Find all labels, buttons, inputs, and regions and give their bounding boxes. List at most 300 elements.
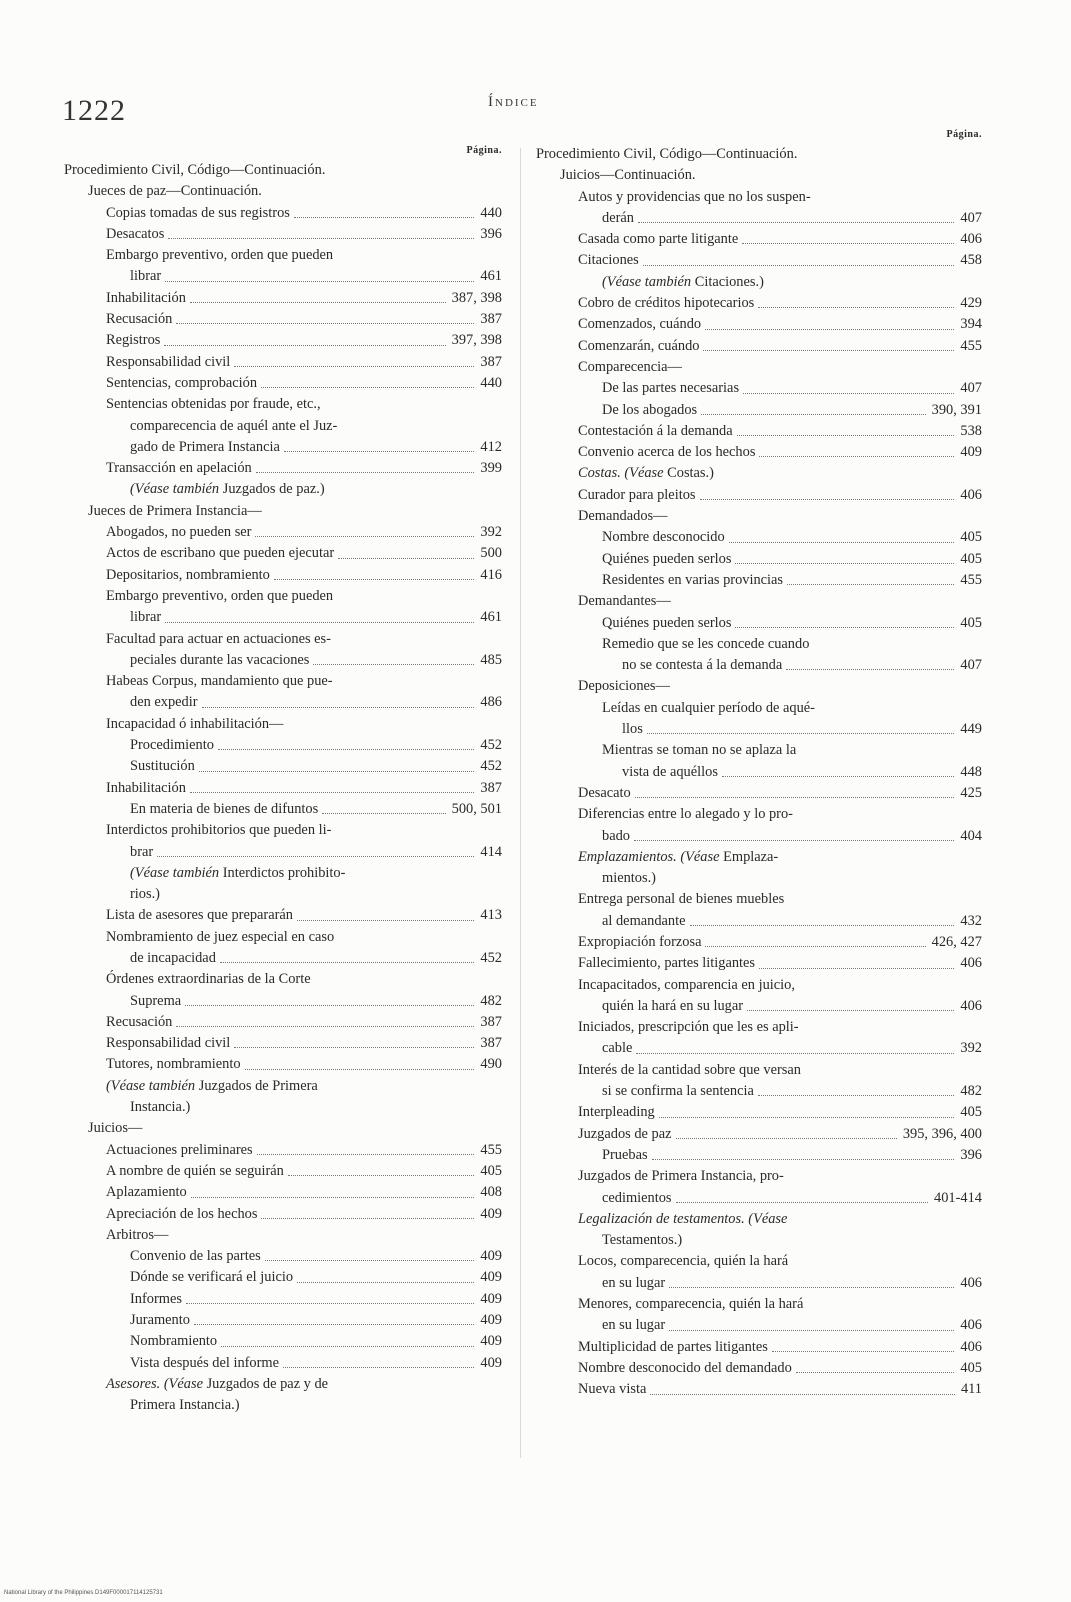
entry-text: Contestación á la demanda (578, 422, 733, 439)
index-entry (64, 948, 502, 969)
dot-leader (245, 1063, 475, 1070)
entry-text: Procedimiento Civil, Código—Continuación. (536, 146, 798, 162)
dot-leader (157, 850, 474, 857)
entry-text: Sentencias, comprobación (106, 374, 258, 391)
entry-text: Dónde se verificará el juicio (130, 1269, 294, 1286)
page-reference: 392 (960, 1040, 982, 1057)
entry-text: Jueces de paz—Continuación. (88, 183, 262, 200)
entry-text: Quiénes pueden serlos (602, 550, 732, 567)
dot-leader (185, 999, 474, 1006)
entry-text: Incapacidad ó inhabilitación— (106, 715, 284, 732)
entry-text: Sentencias obtenidas por fraude, etc., (106, 396, 321, 413)
page-reference: 455 (960, 571, 982, 588)
entry-text: Multiplicidad de partes litigantes (578, 1338, 768, 1355)
dot-leader (176, 317, 474, 324)
entry-text: Deposiciones— (578, 678, 670, 695)
index-heading (64, 160, 502, 181)
entry-text: Desacato (578, 784, 631, 801)
dot-leader (796, 1366, 955, 1373)
index-entry (536, 932, 982, 953)
index-heading (536, 357, 982, 378)
page-reference: 413 (480, 907, 502, 924)
page-reference: 399 (480, 460, 502, 477)
dot-leader (747, 1004, 954, 1011)
index-entry (64, 1289, 502, 1310)
dot-leader (722, 770, 954, 777)
index-entry (64, 224, 502, 245)
page-reference: 490 (480, 1056, 502, 1073)
see-also-prefix: (Véase también (106, 1077, 196, 1094)
page-reference: 392 (480, 524, 502, 541)
entry-text: De los abogados (602, 401, 698, 418)
index-entry (64, 203, 502, 224)
page-reference: 440 (480, 374, 502, 391)
index-entry (64, 1182, 502, 1203)
dot-leader (218, 743, 474, 750)
entry-text: Entrega personal de bienes muebles (578, 891, 785, 908)
dot-leader (758, 1089, 955, 1096)
index-entry (536, 1315, 982, 1336)
entry-text: Citaciones (578, 252, 639, 269)
index-heading (64, 820, 502, 841)
entry-text: Copias tomadas de sus registros (106, 204, 290, 221)
index-column-left (64, 142, 502, 1417)
dot-leader (659, 1111, 955, 1118)
index-heading (536, 1017, 982, 1038)
page-reference: 409 (960, 444, 982, 461)
index-entry (64, 458, 502, 479)
index-heading (64, 501, 502, 522)
column-label: Página. (946, 129, 982, 140)
index-column-right (536, 126, 982, 1401)
entry-text: Juzgados de paz (578, 1125, 672, 1142)
index-entry (64, 522, 502, 543)
index-entry (64, 650, 502, 671)
index-entry (64, 607, 502, 628)
dot-leader (199, 765, 475, 772)
index-heading (536, 144, 982, 165)
dot-leader (647, 727, 955, 734)
index-entry (536, 527, 982, 548)
dot-leader (190, 296, 446, 303)
dot-leader (652, 1153, 955, 1160)
entry-text: Nombre desconocido del demandado (578, 1359, 792, 1376)
page-reference: 482 (960, 1083, 982, 1100)
index-entry (64, 756, 502, 777)
index-entry (64, 1204, 502, 1225)
entry-text: gado de Primera Instancia (130, 438, 280, 455)
dot-leader (283, 1361, 474, 1368)
index-entry (64, 1033, 502, 1054)
entry-text: Demandados— (578, 508, 668, 525)
dot-leader (165, 275, 474, 282)
index-heading (64, 671, 502, 692)
page-reference: 407 (960, 657, 982, 674)
page-reference: 485 (480, 651, 502, 668)
page-reference: 401-414 (934, 1189, 982, 1206)
page-reference: 432 (960, 912, 982, 929)
page-reference: 387 (480, 353, 502, 370)
entry-text: Quiénes pueden serlos (602, 614, 732, 631)
index-heading (64, 416, 502, 437)
index-entry (536, 293, 982, 314)
page-reference: 409 (480, 1333, 502, 1350)
index-entry (64, 735, 502, 756)
entry-text: Juzgados de paz.) (219, 481, 325, 498)
page-reference: 412 (480, 438, 502, 455)
index-heading (536, 804, 982, 825)
index-entry (536, 485, 982, 506)
entry-text: en su lugar (602, 1274, 666, 1291)
page-reference: 425 (960, 784, 982, 801)
page-reference: 407 (960, 209, 982, 226)
cross-reference (536, 272, 982, 293)
index-heading (536, 634, 982, 655)
index-heading (64, 969, 502, 990)
page-reference: 397, 398 (451, 332, 502, 349)
index-entry (64, 1054, 502, 1075)
dot-leader (274, 573, 475, 580)
dot-leader (759, 450, 954, 457)
page-reference: 455 (480, 1141, 502, 1158)
page-reference: 406 (960, 955, 982, 972)
entry-text: Juzgados de Primera (195, 1077, 318, 1094)
index-heading (64, 1395, 502, 1416)
entry-text: Cobro de créditos hipotecarios (578, 295, 755, 312)
page-reference: 407 (960, 380, 982, 397)
index-entry (64, 330, 502, 351)
index-entry (536, 442, 982, 463)
dot-leader (729, 536, 955, 543)
entry-text: Menores, comparecencia, quién la hará (578, 1296, 804, 1313)
page-reference: 411 (960, 1381, 982, 1398)
index-heading (64, 714, 502, 735)
page-reference: 387 (480, 311, 502, 328)
index-heading (536, 975, 982, 996)
scan-footer: National Library of the Philippines D149F000017114125731 (4, 1590, 163, 1596)
index-entry (536, 783, 982, 804)
index-entry (536, 549, 982, 570)
index-heading (536, 591, 982, 612)
index-entries (536, 144, 982, 1401)
dot-leader (221, 1340, 474, 1347)
entry-text: Habeas Corpus, mandamiento que pue- (106, 673, 333, 690)
page-reference: 455 (960, 337, 982, 354)
see-also-prefix: Asesores. (Véase (106, 1375, 203, 1392)
page-reference: 387 (480, 1013, 502, 1030)
page-reference: 538 (960, 422, 982, 439)
index-heading (536, 506, 982, 527)
index-entry (536, 570, 982, 591)
index-heading (536, 868, 982, 889)
page-reference: 404 (960, 827, 982, 844)
dot-leader (669, 1324, 954, 1331)
entry-text: cedimientos (602, 1189, 672, 1206)
index-entry (536, 1102, 982, 1123)
index-heading (64, 586, 502, 607)
dot-leader (255, 530, 474, 537)
dot-leader (676, 1132, 897, 1139)
index-entry (536, 250, 982, 271)
index-entry (536, 953, 982, 974)
entry-text: Nueva vista (578, 1381, 647, 1398)
page-reference: 409 (480, 1269, 502, 1286)
entry-text: A nombre de quién se seguirán (106, 1162, 284, 1179)
dot-leader (703, 344, 954, 351)
dot-leader (257, 1148, 475, 1155)
dot-leader (735, 557, 954, 564)
entry-text: vista de aquéllos (622, 763, 718, 780)
index-entry (536, 1273, 982, 1294)
dot-leader (297, 914, 474, 921)
index-entry (64, 842, 502, 863)
entry-text: no se contesta á la demanda (622, 657, 783, 674)
see-also-prefix: (Véase también (130, 864, 220, 881)
entry-text: Locos, comparecencia, quién la hará (578, 1253, 789, 1270)
dot-leader (690, 919, 955, 926)
entry-text: Residentes en varias provincias (602, 571, 784, 588)
entry-text: Curador para pleitos (578, 486, 696, 503)
entry-text: Testamentos.) (602, 1232, 683, 1249)
entry-text: Procedimiento Civil, Código—Continuación. (64, 162, 326, 178)
dot-leader (735, 621, 954, 628)
index-heading (64, 884, 502, 905)
dot-leader (634, 834, 954, 841)
index-entry (536, 400, 982, 421)
page-reference: 406 (960, 1274, 982, 1291)
page-reference: 500 (480, 545, 502, 562)
dot-leader (190, 786, 474, 793)
entry-text: Transacción en apelación (106, 460, 252, 477)
entry-text: Fallecimiento, partes litigantes (578, 955, 756, 972)
entry-text: Incapacitados, comparencia en juicio, (578, 976, 795, 993)
dot-leader (758, 301, 954, 308)
index-entry (64, 565, 502, 586)
index-entry (64, 373, 502, 394)
dot-leader (650, 1388, 955, 1395)
entry-text: Autos y providencias que no los suspen- (578, 188, 811, 205)
page-reference: 449 (960, 721, 982, 738)
entry-text: Nombramiento de juez especial en caso (106, 928, 335, 945)
entry-text: Remedio que se les concede cuando (602, 635, 810, 652)
index-heading (64, 629, 502, 650)
index-heading (536, 740, 982, 761)
entry-text: Inhabilitación (106, 289, 186, 306)
index-entry (536, 826, 982, 847)
index-entry (536, 613, 982, 634)
entry-text: Arbitros— (106, 1226, 169, 1243)
dot-leader (669, 1281, 954, 1288)
entry-text: Depositarios, nombramiento (106, 566, 270, 583)
entry-text: Recusación (106, 311, 173, 328)
dot-leader (772, 1345, 955, 1352)
page-reference: 416 (480, 566, 502, 583)
entry-text: llos (622, 721, 643, 738)
dot-leader (220, 956, 475, 963)
running-head: Índice (488, 94, 539, 110)
index-entry (536, 1188, 982, 1209)
index-entry (64, 1267, 502, 1288)
entry-text: Apreciación de los hechos (106, 1205, 258, 1222)
entry-text: Sustitución (130, 758, 195, 775)
dot-leader (743, 387, 954, 394)
entry-text: Interés de la cantidad sobre que versan (578, 1061, 801, 1078)
entry-text: Inhabilitación (106, 779, 186, 796)
page-reference: 405 (480, 1162, 502, 1179)
entry-text: Vista después del informe (130, 1354, 280, 1371)
dot-leader (261, 1212, 474, 1219)
entry-text: Nombre desconocido (602, 529, 725, 546)
dot-leader (294, 211, 475, 218)
entry-text: Lista de asesores que prepararán (106, 907, 293, 924)
page-reference: 448 (960, 763, 982, 780)
page-reference: 387 (480, 779, 502, 796)
index-entry (536, 911, 982, 932)
index-heading (64, 1118, 502, 1139)
entry-text: Tutores, nombramiento (106, 1056, 241, 1073)
page-reference: 409 (480, 1312, 502, 1329)
page-reference: 395, 396, 400 (902, 1125, 982, 1142)
cross-reference (536, 1209, 982, 1230)
index-entry (64, 266, 502, 287)
dot-leader (202, 701, 475, 708)
page-reference: 452 (480, 737, 502, 754)
index-entries (64, 160, 502, 1417)
page-reference: 409 (480, 1354, 502, 1371)
page-reference: 406 (960, 997, 982, 1014)
index-entry (64, 309, 502, 330)
dot-leader (256, 466, 475, 473)
entry-text: En materia de bienes de difuntos (130, 800, 319, 817)
index-entry (64, 1012, 502, 1033)
entry-text: Actuaciones preliminares (106, 1141, 253, 1158)
index-heading (536, 889, 982, 910)
index-entry (64, 692, 502, 713)
entry-text: Mientras se toman no se aplaza la (602, 742, 797, 759)
index-heading (536, 698, 982, 719)
index-entry (64, 1331, 502, 1352)
page-reference: 406 (960, 231, 982, 248)
entry-text: Juicios— (88, 1120, 143, 1137)
index-heading (536, 1251, 982, 1272)
page-reference: 387 (480, 1035, 502, 1052)
entry-text: quién la hará en su lugar (602, 997, 744, 1014)
entry-text: Juicios—Continuación. (560, 167, 696, 184)
index-heading (536, 165, 982, 186)
entry-text: Facultad para actuar en actuaciones es- (106, 630, 331, 647)
entry-text: Desacatos (106, 225, 165, 242)
entry-text: Registros (106, 332, 161, 349)
entry-text: librar (130, 609, 162, 626)
index-heading (64, 927, 502, 948)
page-reference: 390, 391 (931, 401, 982, 418)
column-divider (520, 148, 521, 1458)
entry-text: Convenio de las partes (130, 1248, 261, 1265)
index-entry (64, 437, 502, 458)
dot-leader (168, 232, 474, 239)
page-reference: 426, 427 (931, 933, 982, 950)
index-heading (64, 394, 502, 415)
index-entry (536, 1038, 982, 1059)
entry-text: Emplaza- (719, 848, 779, 865)
page-reference: 482 (480, 992, 502, 1009)
dot-leader (165, 616, 474, 623)
entry-text: Embargo preventivo, orden que pueden (106, 587, 334, 604)
entry-text: Embargo preventivo, orden que pueden (106, 247, 334, 264)
cross-reference (64, 1076, 502, 1097)
page-reference: 406 (960, 1338, 982, 1355)
page-reference: 500, 501 (451, 800, 502, 817)
page-reference: 406 (960, 1317, 982, 1334)
index-heading (536, 1060, 982, 1081)
index-entry (64, 799, 502, 820)
entry-text: brar (130, 843, 154, 860)
cross-reference (64, 863, 502, 884)
page-reference: 461 (480, 609, 502, 626)
entry-text: rios.) (130, 886, 160, 903)
entry-text: Informes (130, 1290, 182, 1307)
see-also-prefix: Emplazamientos. (Véase (578, 848, 720, 865)
entry-text: cable (602, 1040, 633, 1057)
entry-text: Primera Instancia.) (130, 1397, 240, 1414)
page-reference: 405 (960, 614, 982, 631)
index-entry (536, 1337, 982, 1358)
cross-reference (64, 1374, 502, 1395)
entry-text: mientos.) (602, 870, 656, 887)
page-reference: 452 (480, 758, 502, 775)
entry-text: Comparecencia— (578, 358, 682, 375)
entry-text: Leídas en cualquier período de aqué- (602, 699, 815, 716)
index-heading (536, 1230, 982, 1251)
column-label: Página. (466, 145, 502, 156)
entry-text: Nombramiento (130, 1333, 218, 1350)
entry-text: Procedimiento (130, 737, 214, 754)
index-entry (536, 719, 982, 740)
index-entry (536, 421, 982, 442)
index-entry (536, 1145, 982, 1166)
index-heading (64, 245, 502, 266)
entry-text: peciales durante las vacaciones (130, 651, 310, 668)
dot-leader (787, 578, 954, 585)
entry-text: bado (602, 827, 630, 844)
page-reference: 409 (480, 1205, 502, 1222)
dot-leader (737, 429, 955, 436)
index-entry (64, 1140, 502, 1161)
dot-leader (186, 1297, 474, 1304)
dot-leader (742, 237, 954, 244)
entry-text: Responsabilidad civil (106, 353, 231, 370)
entry-text: Interdictos prohibito- (219, 864, 346, 881)
entry-text: Pruebas (602, 1146, 648, 1163)
dot-leader (176, 1020, 474, 1027)
index-heading (64, 181, 502, 202)
index-entry (64, 905, 502, 926)
entry-text: Actos de escribano que pueden ejecutar (106, 545, 335, 562)
page-reference: 429 (960, 295, 982, 312)
index-entry (64, 1353, 502, 1374)
dot-leader (636, 1047, 954, 1054)
index-heading (64, 1097, 502, 1118)
dot-leader (284, 445, 475, 452)
dot-leader (164, 339, 445, 346)
entry-text: comparecencia de aquél ante el Juz- (130, 417, 338, 434)
entry-text: al demandante (602, 912, 686, 929)
dot-leader (701, 408, 926, 415)
entry-text: Instancia.) (130, 1099, 191, 1116)
see-also-prefix: (Véase también (602, 273, 692, 290)
index-entry (64, 352, 502, 373)
dot-leader (191, 1191, 475, 1198)
